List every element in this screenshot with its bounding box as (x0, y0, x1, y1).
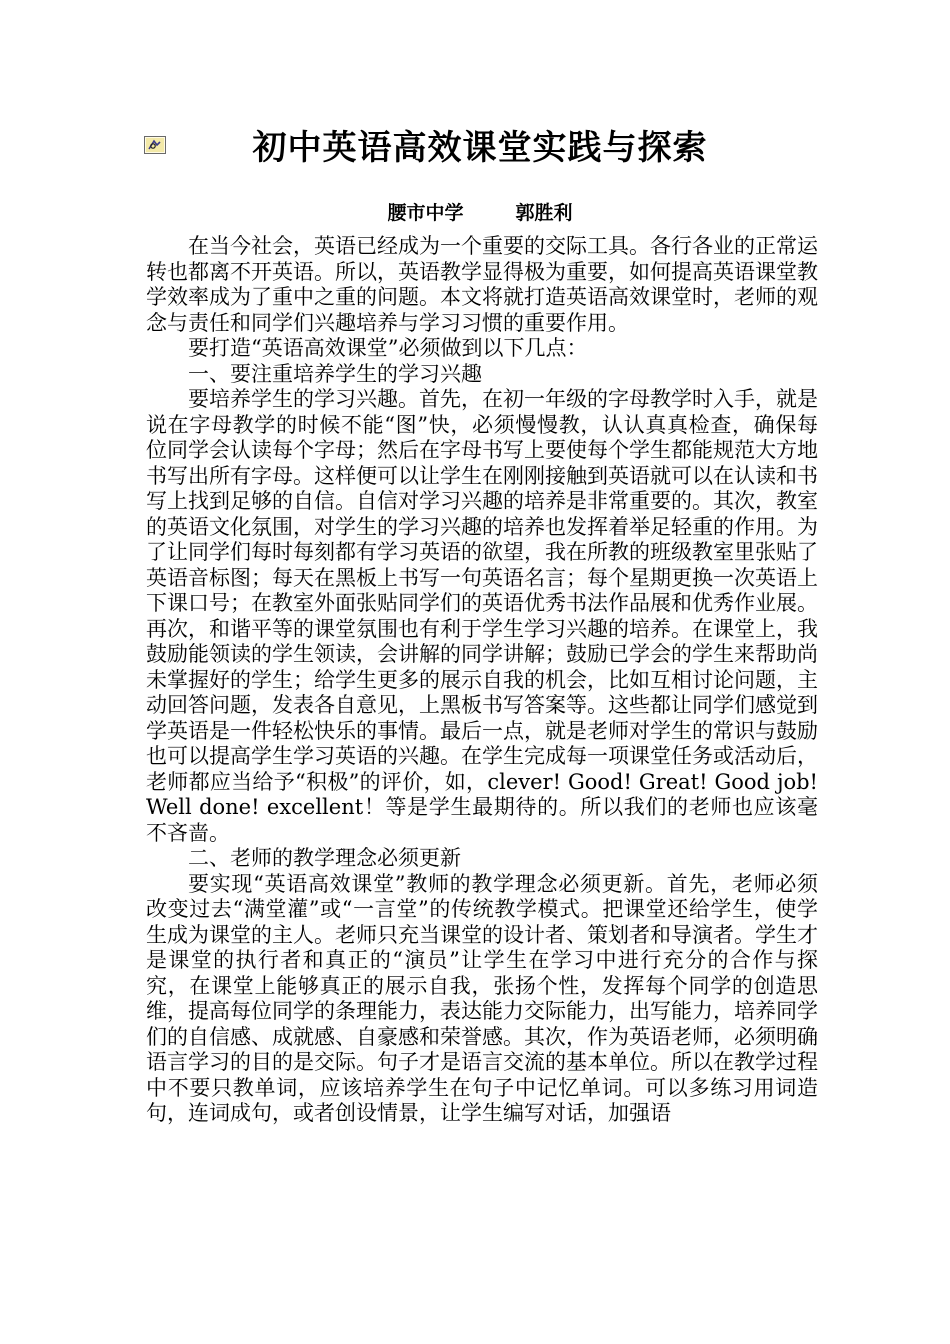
paragraph-intro: 在当今社会，英语已经成为一个重要的交际工具。各行各业的正常运转也都离不开英语。所以，英语教学显得极为重要，如何提高英语课堂教学效率成为了重中之重的问题。本文将就打造英语高效课堂时，老师的观念与责任和同学们兴趣培养与学习习惯的重要作用。 (146, 234, 818, 335)
paragraph-section-2: 要实现“英语高效课堂”教师的教学理念必须更新。首先，老师必须改变过去“满堂灌”或“一言堂”的传统教学模式。把课堂还给学生，使学生成为课堂的主人。老师只充当课堂的设计者、策划者和导演者。学生才是课堂的执行者和真正的“演员”让学生在学习中进行充分的合作与探究，在课堂上能够真正的展示自我，张扬个性，发挥每个同学的创造思维，提高每位同学的条理能力，表达能力交际能力，出写能力，培养同学们的自信感、成就感、自豪感和荣誉感。其次，作为英语老师，必须明确语言学习的目的是交际。句子才是语言交流的基本单位。所以在教学过程中不要只教单词，应该培养学生在句子中记忆单词。可以多练习用词造句，连词成句，或者创设情景，让学生编写对话，加强语 (146, 871, 818, 1125)
author-school: 腰市中学 (387, 202, 464, 224)
section-heading-1: 一、要注重培养学生的学习兴趣 (188, 361, 482, 386)
author-line (140, 198, 820, 225)
paragraph-section-1: 要培养学生的学习兴趣。首先，在初一年级的字母教学时入手，就是说在字母教学的时候不能“图”快，必须慢慢教，认认真真检查，确保每位同学会认读每个字母；然后在字母书写上要使每个学生都能规范大方地书写出所有字母。这样便可以让学生在刚刚接触到英语就可以在认读和书写上找到足够的自信。自信对学习兴趣的培养是非常重要的。其次，教室的英语文化氛围，对学生的学习兴趣的培养也发挥着举足轻重的作用。为了让同学们每时每刻都有学习英语的欲望，我在所教的班级教室里张贴了英语音标图；每天在黑板上书写一句英语名言；每个星期更换一次英语上下课口号；在教室外面张贴同学们的英语优秀书法作品展和优秀作业展。再次，和谐平等的课堂氛围也有利于学生学习兴趣的培养。在课堂上，我鼓励能领读的学生领读，会讲解的同学讲解；鼓励已学会的学生来帮助尚未掌握好的学生；给学生更多的展示自我的机会，比如互相讨论问题，主动回答问题，发表各自意见，上黑板书写答案等。这些都让同学们感觉到学英语是一件轻松快乐的事情。最后一点，就是老师对学生的常识与鼓励也可以提高学生学习英语的兴趣。在学生完成每一项课堂任务或活动后，老师都应当给予“积极”的评价，如，clever! Good! Great! Good job! Well done! excellent！等是学生最期待的。所以我们的老师也应该毫不吝啬。 (146, 387, 818, 845)
section-heading-2: 二、老师的教学理念必须更新 (188, 846, 461, 870)
author-name: 郭胜利 (515, 202, 573, 224)
document-title: 初中英语高效课堂实践与探索 (252, 128, 708, 168)
document-body (146, 234, 818, 1127)
paragraph-points: 要打造“英语高效课堂”必须做到以下几点： (188, 336, 588, 360)
